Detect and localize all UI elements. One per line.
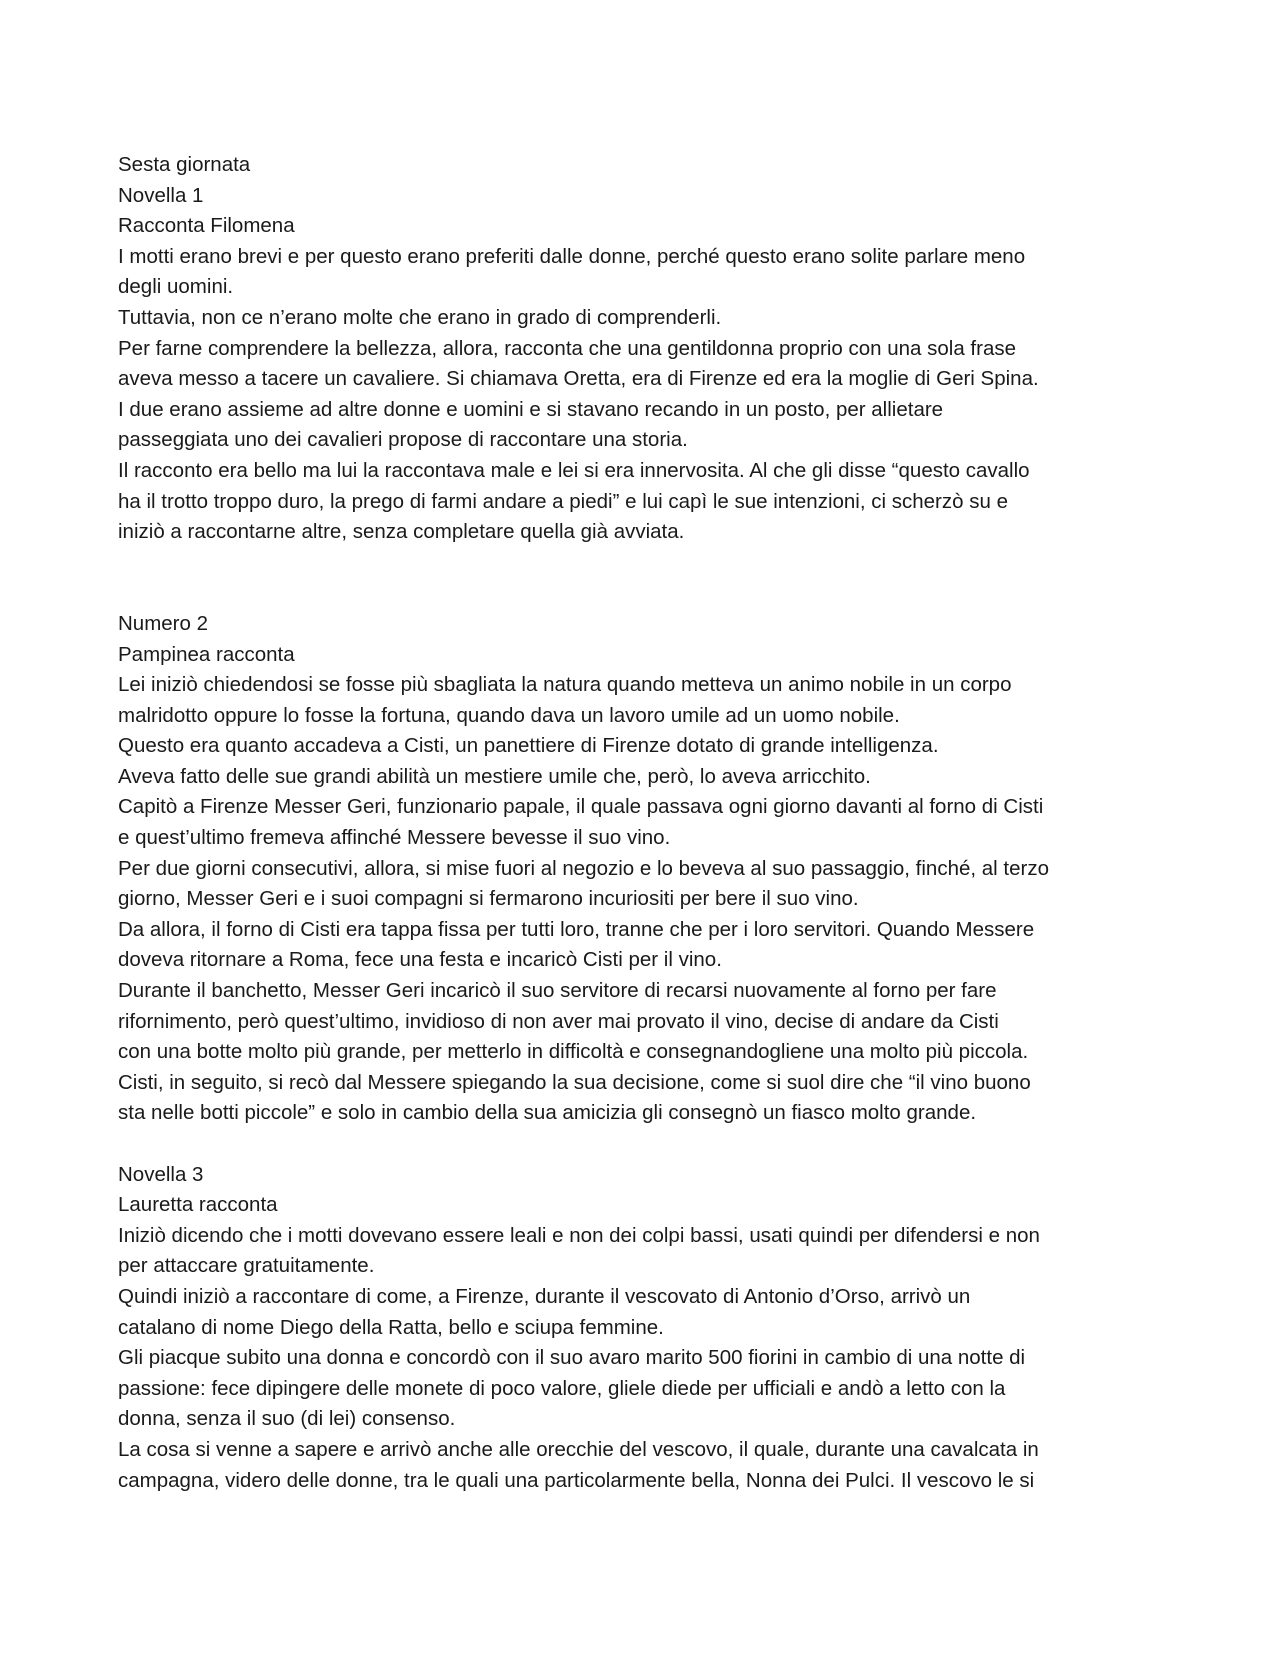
section-numero-2 (118, 609, 1168, 1129)
text-line: Per farne comprendere la bellezza, allora, racconta che una gentildonna proprio con una sola frase (118, 336, 1016, 360)
heading-novella: Numero 2 (118, 611, 209, 635)
spacer (118, 1129, 1168, 1160)
text-line: ha il trotto troppo duro, la prego di farmi andare a piedi” e lui capì le sue intenzioni, ci scherzò su e (118, 489, 1008, 513)
text-line: Durante il banchetto, Messer Geri incaricò il suo servitore di recarsi nuovamente al forno per fare (118, 979, 997, 1003)
text-line: doveva ritornare a Roma, fece una festa e incaricò Cisti per il vino. (118, 948, 722, 972)
text-line: Gli piacque subito una donna e concordò con il suo avaro marito 500 fiorini in cambio di una notte di (118, 1346, 1026, 1370)
text-line: passione: fece dipingere delle monete di poco valore, gliele diede per ufficiali e andò a letto con la (118, 1376, 1006, 1400)
text-line: Per due giorni consecutivi, allora, si mise fuori al negozio e lo beveva al suo passaggio, finché, al terzo (118, 856, 1049, 880)
text-line: per attaccare gratuitamente. (118, 1254, 375, 1278)
text-line: iniziò a raccontarne altre, senza completare quella già avviata. (118, 520, 685, 544)
heading-narrator: Pampinea racconta (118, 642, 295, 666)
text-line: Lei iniziò chiedendosi se fosse più sbagliata la natura quando metteva un animo nobile in un corpo (118, 673, 1012, 697)
text-line: Aveva fatto delle sue grandi abilità un mestiere umile che, però, lo aveva arricchito. (118, 764, 871, 788)
heading-narrator: Racconta Filomena (118, 214, 295, 238)
text-line: Cisti, in seguito, si recò dal Messere spiegando la sua decisione, come si suol dire che “il vino buono (118, 1070, 1031, 1094)
text-line: e quest’ultimo fremeva affinché Messere bevesse il suo vino. (118, 826, 671, 850)
text-line: degli uomini. (118, 275, 234, 299)
text-line: giorno, Messer Geri e i suoi compagni si fermarono incuriositi per bere il suo vino. (118, 887, 859, 911)
text-line: La cosa si venne a sapere e arrivò anche alle orecchie del vescovo, il quale, durante una cavalcata in (118, 1437, 1039, 1461)
text-line: campagna, videro delle donne, tra le quali una particolarmente bella, Nonna dei Pulci. Il vescovo le si (118, 1468, 1035, 1492)
heading-day: Sesta giornata (118, 153, 251, 176)
text-line: passeggiata uno dei cavalieri propose di raccontare una storia. (118, 428, 688, 452)
text-line: aveva messo a tacere un cavaliere. Si chiamava Oretta, era di Firenze ed era la moglie di Geri Spina. (118, 367, 1039, 391)
text-line: donna, senza il suo (di lei) consenso. (118, 1407, 456, 1431)
heading-novella: Novella 3 (118, 1162, 204, 1186)
text-line: Il racconto era bello ma lui la raccontava male e lei si era innervosita. Al che gli disse “questo cavallo (118, 458, 1030, 482)
text-line: I due erano assieme ad altre donne e uomini e si stavano recando in un posto, per allietare (118, 397, 944, 421)
text-line: I motti erano brevi e per questo erano preferiti dalle donne, perché questo erano solite parlare meno (118, 244, 1026, 268)
heading-narrator: Lauretta racconta (118, 1193, 278, 1217)
text-line: malridotto oppure lo fosse la fortuna, quando dava un lavoro umile ad un uomo nobile. (118, 703, 900, 727)
spacer (118, 548, 1168, 609)
document-body (118, 150, 1168, 1496)
text-line: Questo era quanto accadeva a Cisti, un panettiere di Firenze dotato di grande intelligenza. (118, 734, 939, 758)
text-line: rifornimento, però quest’ultimo, invidioso di non aver mai provato il vino, decise di andare da Cisti (118, 1009, 999, 1033)
text-line: catalano di nome Diego della Ratta, bello e sciupa femmine. (118, 1315, 664, 1339)
text-line: con una botte molto più grande, per metterlo in difficoltà e consegnandogliene una molto più piccola. (118, 1040, 1029, 1064)
text-line: Iniziò dicendo che i motti dovevano essere leali e non dei colpi bassi, usati quindi per difendersi e non (118, 1223, 1040, 1247)
text-line: Da allora, il forno di Cisti era tappa fissa per tutti loro, tranne che per i loro servitori. Quando Messere (118, 917, 1035, 941)
text-line: Quindi iniziò a raccontare di come, a Firenze, durante il vescovato di Antonio d’Orso, arrivò un (118, 1284, 971, 1308)
text-line: sta nelle botti piccole” e solo in cambio della sua amicizia gli consegnò un fiasco molto grande. (118, 1101, 977, 1125)
text-line: Capitò a Firenze Messer Geri, funzionario papale, il quale passava ogni giorno davanti al forno di Cisti (118, 795, 1044, 819)
section-novella-3 (118, 1160, 1168, 1497)
heading-novella: Novella 1 (118, 183, 204, 207)
section-novella-1 (118, 150, 1168, 548)
text-line: Tuttavia, non ce n’erano molte che erano in grado di comprenderli. (118, 305, 722, 329)
